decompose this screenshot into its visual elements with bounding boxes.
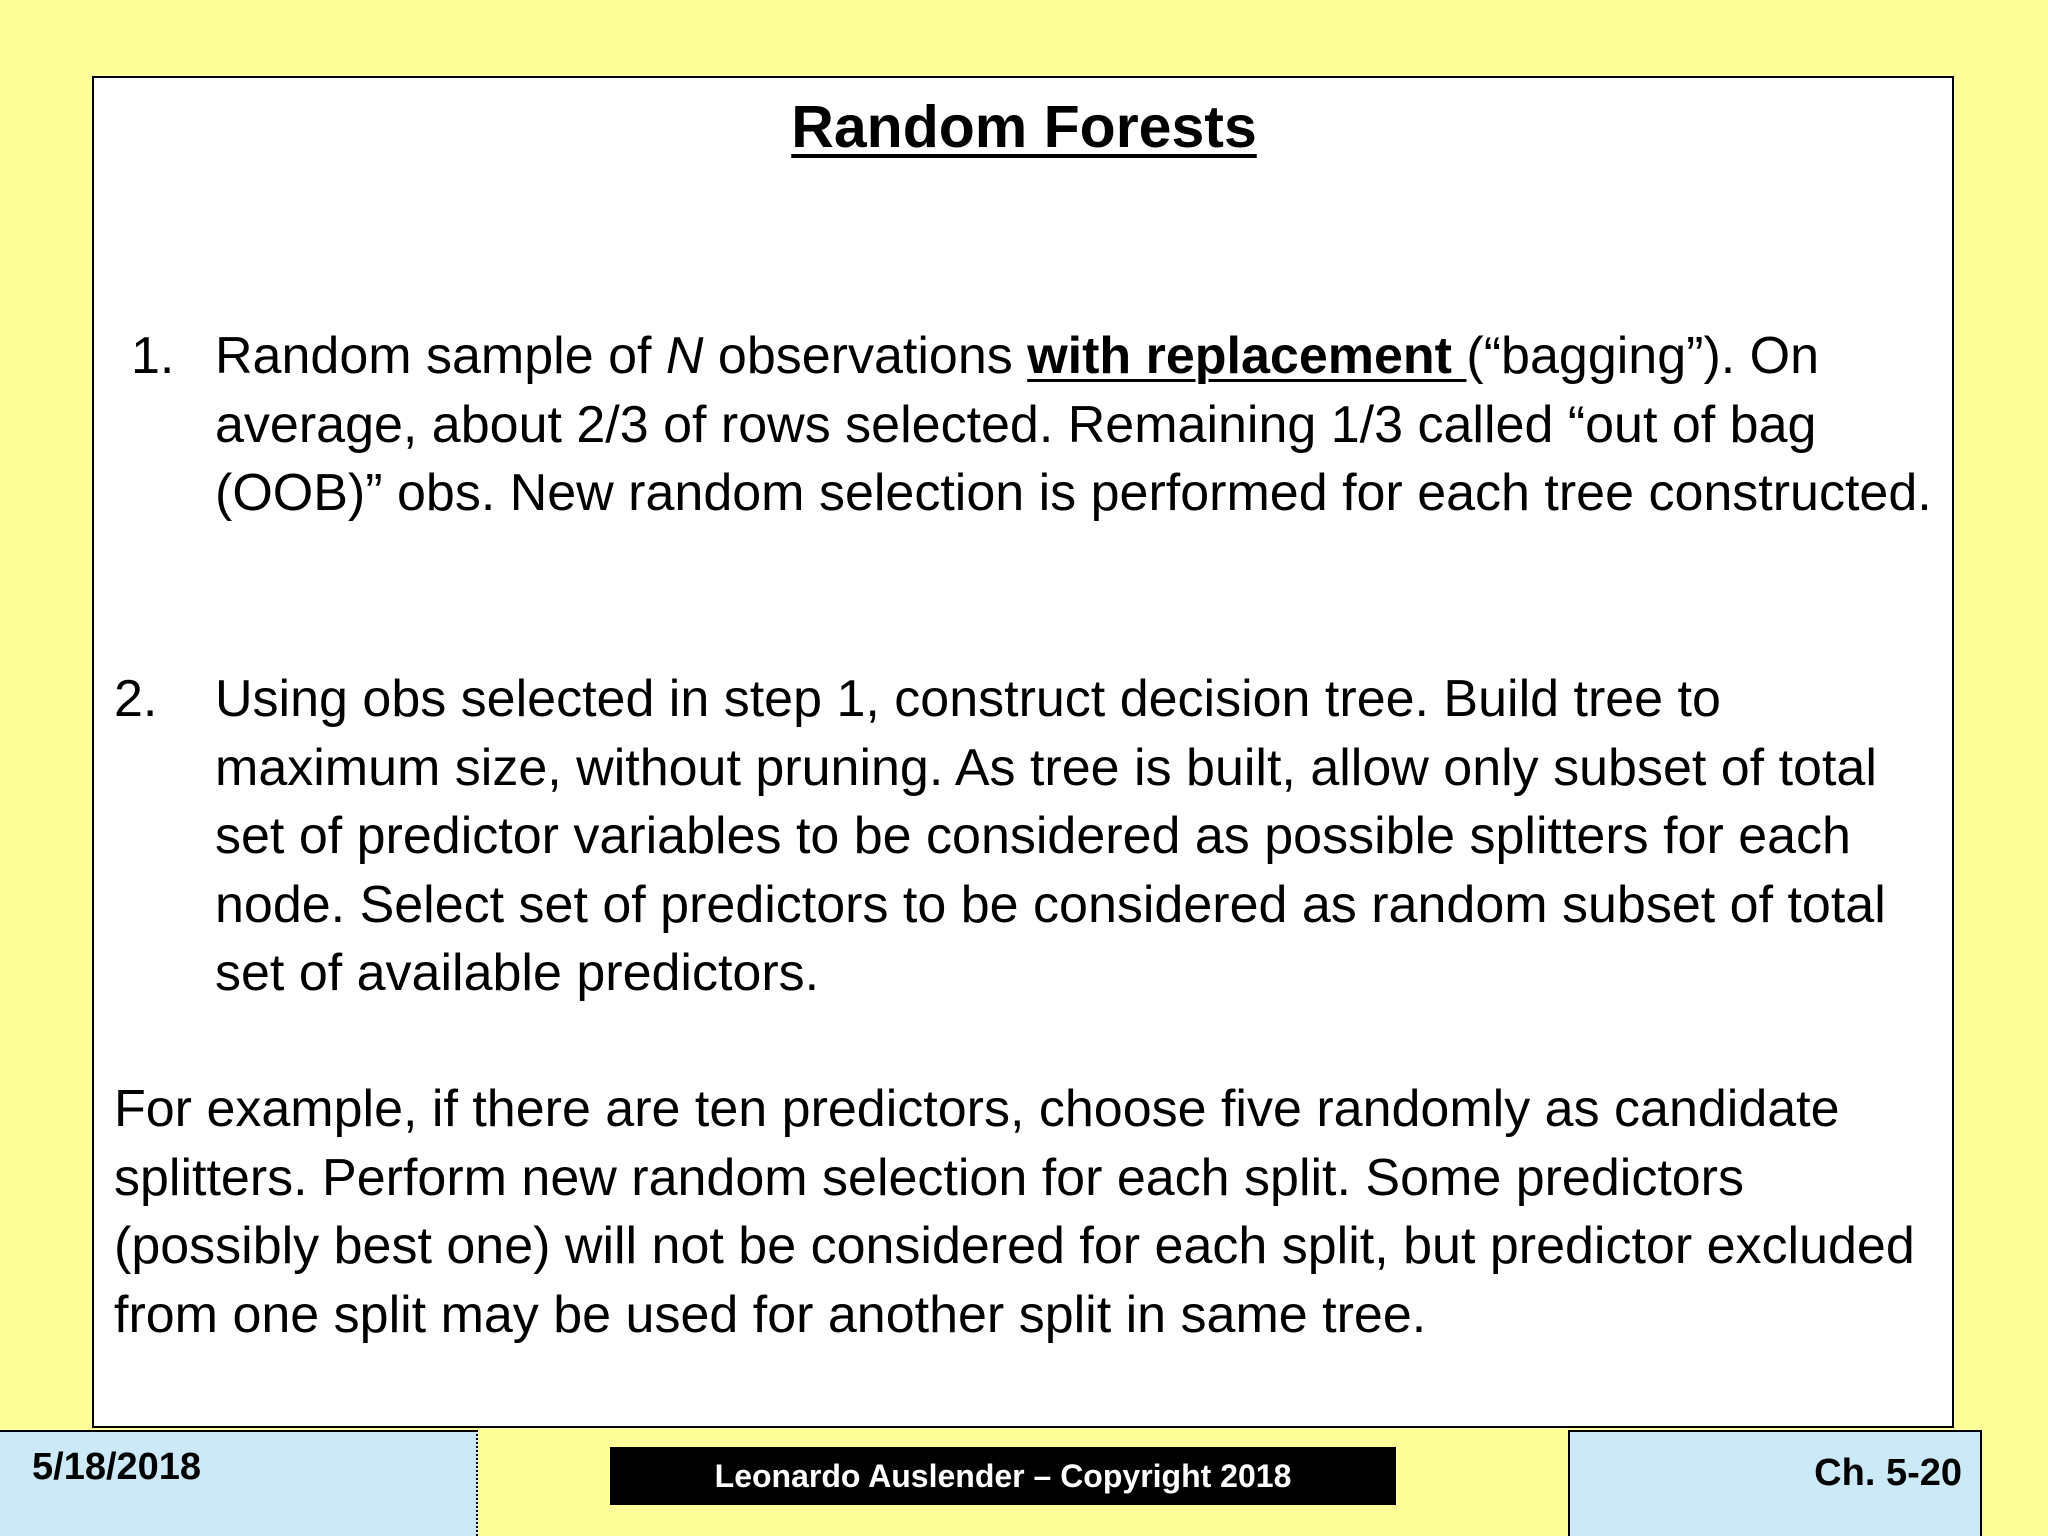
example-paragraph: For example, if there are ten predictors, choose five randomly as candidate splitters. Perform new random selection for each split. Some predictors (possibly best one) will not be considered for each split, but predictor excluded from one split may be used for another split in same tree. (114, 1080, 1915, 1344)
item1-text-a: Random sample of (215, 327, 666, 385)
slide-title: Random Forests (791, 94, 1257, 160)
footer-copyright: Leonardo Auslender – Copyright 2018 (610, 1447, 1396, 1505)
list-item-2-text: Using obs selected in step 1, construct decision tree. Build tree to maximum size, without pruning. As tree is built, allow only subset of total set of predictor variables to be considered as possible splitters for each node. Select set of predictors to be considered as random subset of total set of available predictors. (215, 670, 1886, 1002)
footer-date-box (0, 1430, 478, 1536)
footer-chapter: Ch. 5-20 (1814, 1452, 1962, 1494)
item1-text-c: (“bagging”). On average, about 2/3 of rows selected. Remaining 1/3 called “out of bag (OOB)” obs. New random selection is performed for each tree constructed. (215, 327, 1932, 522)
item1-text-b: observations (703, 327, 1028, 385)
list-item-2-number: 2. (114, 670, 158, 728)
footer-chapter-box (1568, 1430, 1982, 1536)
list-item-1-number: 1. (131, 327, 175, 385)
item1-italic-n: N (665, 327, 704, 385)
list-item-1-text (215, 322, 1935, 528)
footer-date: 5/18/2018 (32, 1446, 202, 1488)
item1-emphasis: with replacement (1027, 327, 1467, 385)
